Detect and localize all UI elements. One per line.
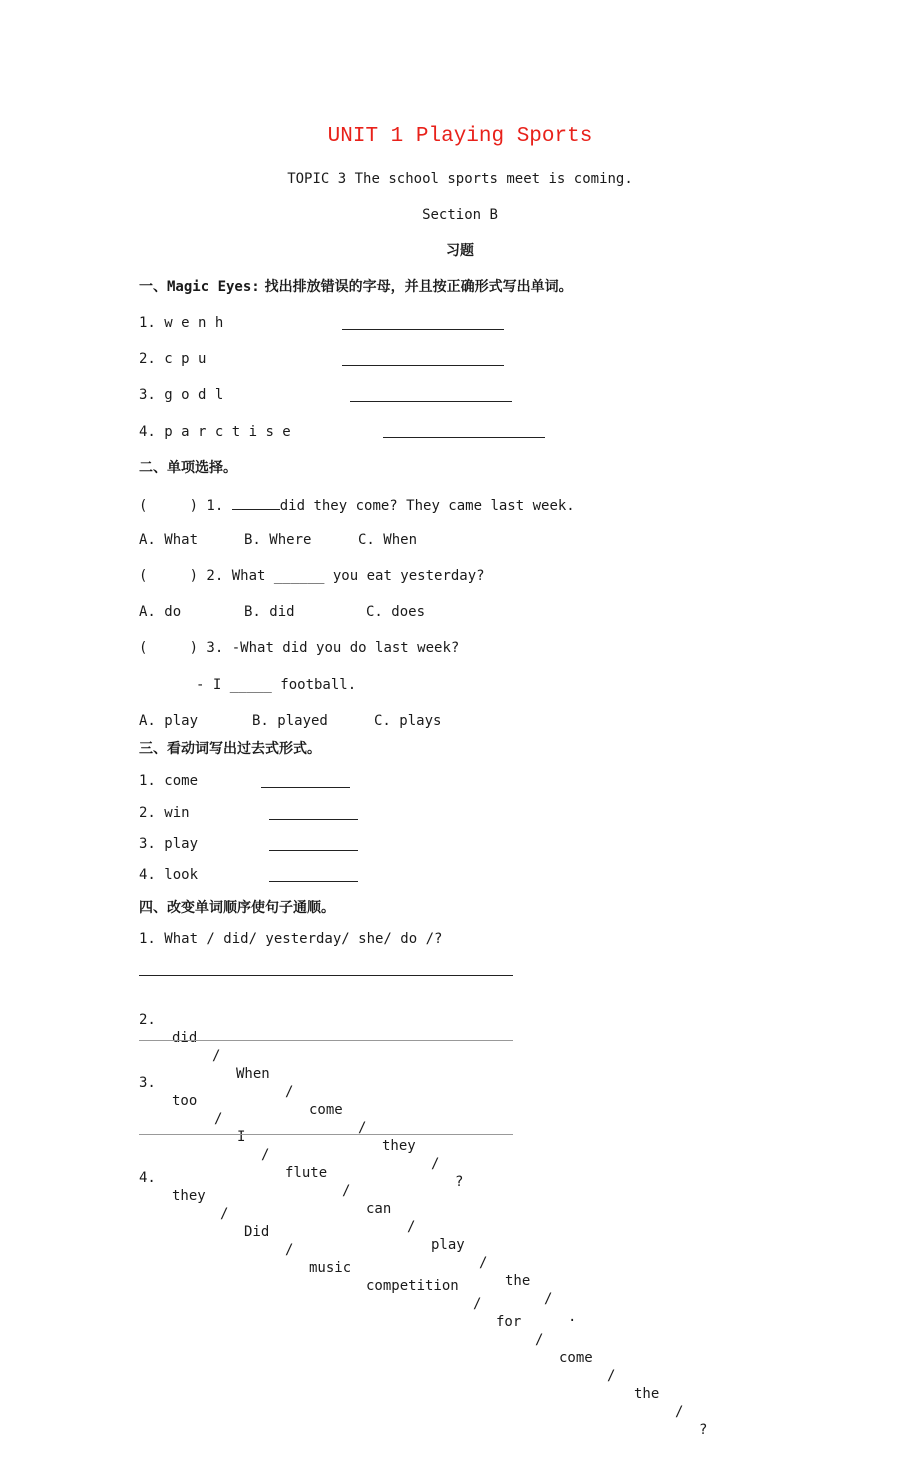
word: 2.	[139, 1012, 156, 1028]
part1-item-3	[139, 386, 223, 404]
part1-heading-en: Magic Eyes:	[167, 279, 260, 295]
part1-heading	[139, 278, 573, 296]
word: the	[634, 1386, 660, 1402]
past-tense-line-4[interactable]	[269, 881, 358, 882]
word: for	[496, 1314, 522, 1330]
word: /	[607, 1368, 616, 1384]
topic-line: TOPIC 3 The school sports meet is coming.	[287, 171, 633, 187]
word: /	[675, 1404, 684, 1420]
word: Did	[244, 1224, 270, 1240]
word: come	[309, 1102, 343, 1118]
q2-option-a: A. do	[139, 604, 182, 620]
past-tense-line-1[interactable]	[261, 787, 350, 788]
past-tense-line-2[interactable]	[269, 819, 358, 820]
q2-option-b: B. did	[244, 604, 295, 620]
item-number: 3.	[139, 836, 156, 852]
word: /	[212, 1048, 221, 1064]
part3-item-2	[139, 804, 190, 822]
part1-heading-prefix: 一、	[139, 279, 167, 295]
q3-option-c: C. plays	[374, 713, 442, 729]
scrambled-letters: g o d l	[164, 387, 224, 403]
item-number: 4.	[139, 867, 156, 883]
part2-heading: 二、单项选择。	[139, 460, 237, 476]
part1-item-2	[139, 350, 206, 368]
word: can	[366, 1201, 392, 1217]
word: /	[285, 1084, 294, 1100]
word: /	[431, 1156, 440, 1172]
verb: play	[164, 836, 199, 852]
part1-item-1	[139, 314, 223, 332]
part1-item-4	[139, 423, 291, 441]
scrambled-letters: c p u	[164, 351, 207, 367]
answer-line-2[interactable]	[342, 365, 504, 366]
verb: come	[164, 773, 199, 789]
sentence-answer-line-1[interactable]	[139, 975, 513, 976]
part1-heading-cn: 找出排放错误的字母，并且按正确形式写出单词。	[259, 279, 573, 295]
word: too	[172, 1093, 198, 1109]
word: I	[237, 1129, 246, 1145]
fill-blank[interactable]	[232, 495, 280, 510]
word: 4.	[139, 1170, 156, 1186]
q1-option-b: B. Where	[244, 532, 312, 548]
scrambled-letters: p a r c t i s e	[164, 424, 291, 440]
word: /	[358, 1120, 367, 1136]
word: /	[535, 1332, 544, 1348]
q3-option-b: B. played	[252, 713, 328, 729]
past-tense-line-3[interactable]	[269, 850, 358, 851]
answer-line-1[interactable]	[342, 329, 504, 330]
word: ?	[699, 1422, 708, 1438]
word: flute	[285, 1165, 328, 1181]
word: ?	[455, 1174, 464, 1190]
unit-title: UNIT 1 Playing Sports	[327, 125, 593, 148]
question-paren: ( ) 2.	[139, 568, 224, 584]
q3-answer-line: - I _____ football.	[196, 677, 357, 693]
item-number: 3.	[139, 387, 156, 403]
word: /	[285, 1242, 294, 1258]
answer-line-4[interactable]	[383, 437, 545, 438]
question-3	[139, 639, 459, 657]
question-2	[139, 567, 485, 585]
item-number: 1.	[139, 315, 156, 331]
word: /	[479, 1255, 488, 1271]
word: .	[568, 1309, 577, 1325]
sentence-answer-line-2[interactable]	[139, 1040, 513, 1041]
word: competition	[366, 1278, 459, 1294]
q1-option-a: A. What	[139, 532, 199, 548]
word: When	[236, 1066, 270, 1082]
verb: look	[164, 867, 199, 883]
word: they	[382, 1138, 416, 1154]
q3-option-a: A. play	[139, 713, 199, 729]
item-number: 2.	[139, 351, 156, 367]
question-1	[139, 495, 575, 515]
word: /	[342, 1183, 351, 1199]
question-text: -What did you do last week?	[231, 640, 460, 656]
word: /	[544, 1291, 553, 1307]
word: /	[214, 1111, 223, 1127]
q2-option-c: C. does	[366, 604, 426, 620]
part4-heading: 四、改变单词顺序使句子通顺。	[139, 900, 335, 916]
sentence-answer-line-3[interactable]	[139, 1134, 513, 1135]
item-number: 4.	[139, 424, 156, 440]
sentence-1: 1. What / did/ yesterday/ she/ do /?	[139, 931, 443, 947]
word: /	[261, 1147, 270, 1163]
part3-heading: 三、看动词写出过去式形式。	[139, 741, 321, 757]
word: play	[431, 1237, 465, 1253]
item-number: 2.	[139, 805, 156, 821]
word: come	[559, 1350, 593, 1366]
question-paren: ( ) 3.	[139, 640, 224, 656]
word: /	[220, 1206, 229, 1222]
word: did	[172, 1030, 198, 1046]
scrambled-letters: w e n h	[164, 315, 224, 331]
word: /	[407, 1219, 416, 1235]
word: /	[473, 1296, 482, 1312]
question-text: did they come? They came last week.	[279, 498, 575, 514]
word: 3.	[139, 1075, 156, 1091]
word: music	[309, 1260, 352, 1276]
word: the	[505, 1273, 531, 1289]
exercise-label: 习题	[446, 243, 474, 259]
question-paren: ( ) 1.	[139, 498, 224, 514]
item-number: 1.	[139, 773, 156, 789]
part3-item-3	[139, 835, 198, 853]
question-text: What ______ you eat yesterday?	[231, 568, 485, 584]
part3-item-4	[139, 866, 198, 884]
q1-option-c: C. When	[358, 532, 418, 548]
section-line: Section B	[422, 207, 498, 223]
verb: win	[164, 805, 190, 821]
part3-item-1	[139, 772, 198, 790]
word: they	[172, 1188, 206, 1204]
answer-line-3[interactable]	[350, 401, 512, 402]
